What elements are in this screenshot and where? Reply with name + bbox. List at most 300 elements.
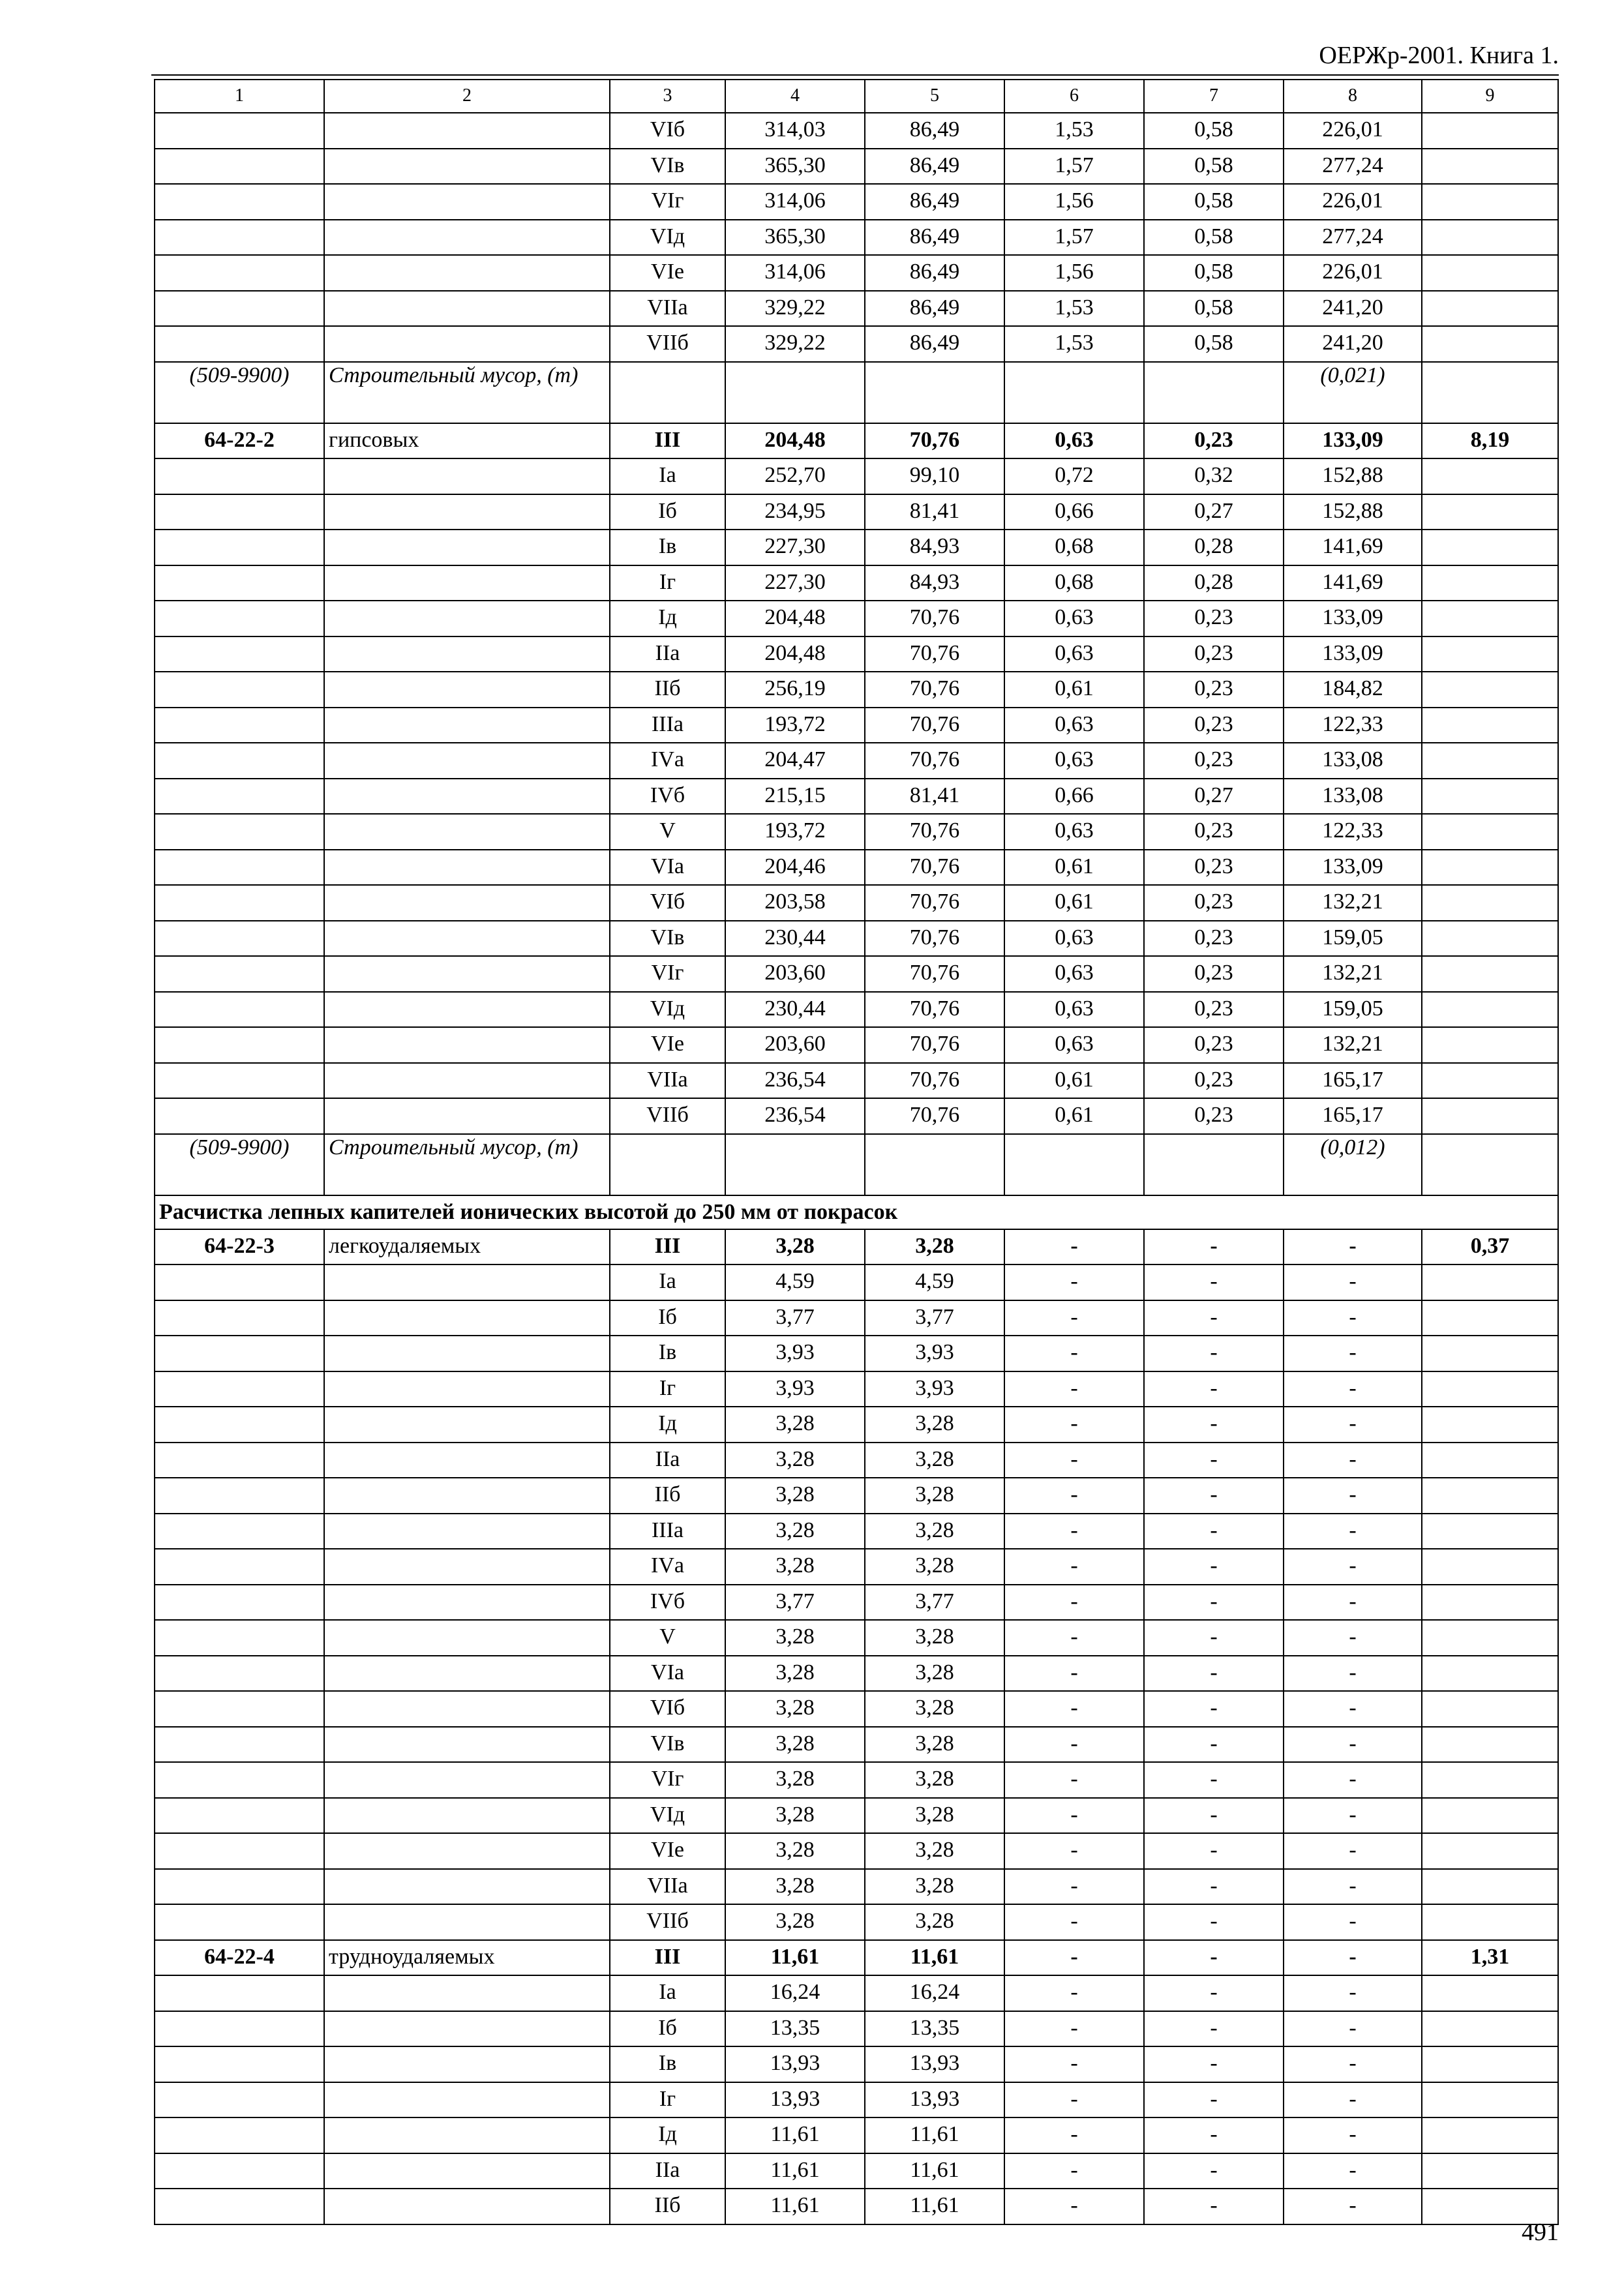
rate-code <box>155 2046 324 2082</box>
empty-cell <box>1004 1134 1144 1195</box>
table-cell: 0,58 <box>1144 149 1284 185</box>
rate-total <box>1422 220 1558 256</box>
table-cell: IIIа <box>610 708 725 743</box>
rate-total <box>1422 1300 1558 1336</box>
table-cell: 226,01 <box>1284 184 1422 220</box>
rate-total <box>1422 1371 1558 1407</box>
rate-total <box>1422 636 1558 672</box>
work-name <box>324 2117 610 2153</box>
table-cell: 3,28 <box>865 1798 1004 1834</box>
table-cell: 0,23 <box>1144 672 1284 708</box>
work-name <box>324 149 610 185</box>
table-cell: 0,63 <box>1004 601 1144 636</box>
table-cell: 0,23 <box>1144 636 1284 672</box>
table-cell: 3,28 <box>725 1620 865 1656</box>
empty-cell <box>1144 1134 1284 1195</box>
rate-total <box>1422 458 1558 494</box>
table-cell: - <box>1004 1869 1144 1905</box>
table-cell: VIг <box>610 956 725 992</box>
rate-total: 1,31 <box>1422 1940 1558 1976</box>
table-cell: 3,28 <box>865 1229 1004 1265</box>
rate-code <box>155 1371 324 1407</box>
table-cell: - <box>1004 2082 1144 2118</box>
table-cell: - <box>1284 2046 1422 2082</box>
table-cell: - <box>1284 1691 1422 1727</box>
column-number: 3 <box>610 80 725 113</box>
work-name <box>324 1869 610 1905</box>
rate-code <box>155 255 324 291</box>
table-cell: 81,41 <box>865 779 1004 815</box>
work-name <box>324 1478 610 1514</box>
section-title: Расчистка лепных капителей ионических высотой до 250 мм от покрасок <box>155 1195 1558 1229</box>
table-cell: - <box>1144 1264 1284 1300</box>
work-name <box>324 1407 610 1443</box>
table-cell: 0,61 <box>1004 885 1144 921</box>
work-name <box>324 743 610 779</box>
table-cell: VIе <box>610 255 725 291</box>
rate-code <box>155 565 324 601</box>
rate-code <box>155 1514 324 1549</box>
table-cell: 0,27 <box>1144 494 1284 530</box>
table-cell: - <box>1004 1904 1144 1940</box>
table-cell: 3,28 <box>725 1407 865 1443</box>
table-cell: 3,28 <box>865 1727 1004 1763</box>
table-cell: - <box>1004 1940 1144 1976</box>
table-cell: - <box>1144 1869 1284 1905</box>
table-cell: 4,59 <box>725 1264 865 1300</box>
table-row <box>155 2153 1558 2189</box>
rate-total <box>1422 1869 1558 1905</box>
table-row <box>155 2117 1558 2153</box>
rate-total <box>1422 2117 1558 2153</box>
table-cell: 1,53 <box>1004 326 1144 362</box>
table-cell: 0,32 <box>1144 458 1284 494</box>
column-number: 2 <box>324 80 610 113</box>
table-row <box>155 708 1558 743</box>
table-cell: - <box>1284 1798 1422 1834</box>
debris-value: (0,021) <box>1284 362 1422 423</box>
table-cell: Iг <box>610 565 725 601</box>
table-cell: 70,76 <box>865 814 1004 850</box>
table-cell: 13,93 <box>865 2046 1004 2082</box>
table-cell: 204,47 <box>725 743 865 779</box>
table-cell: - <box>1004 2046 1144 2082</box>
empty-cell <box>865 1134 1004 1195</box>
table-row <box>155 672 1558 708</box>
table-cell: 11,61 <box>865 2117 1004 2153</box>
table-cell: VIа <box>610 1656 725 1692</box>
section-title-row <box>155 1195 1558 1229</box>
table-cell: VIIа <box>610 291 725 327</box>
table-cell: 1,56 <box>1004 184 1144 220</box>
work-name <box>324 2153 610 2189</box>
rate-total: 0,37 <box>1422 1229 1558 1265</box>
table-cell: 11,61 <box>725 2117 865 2153</box>
table-cell: 133,09 <box>1284 423 1422 459</box>
table-row <box>155 1869 1558 1905</box>
table-cell: VIд <box>610 992 725 1028</box>
table-row <box>155 885 1558 921</box>
table-row <box>155 1264 1558 1300</box>
table-cell: III <box>610 423 725 459</box>
table-cell: 3,28 <box>725 1656 865 1692</box>
table-cell: 0,23 <box>1144 1098 1284 1134</box>
table-row <box>155 2082 1558 2118</box>
table-cell: 70,76 <box>865 956 1004 992</box>
work-name <box>324 2082 610 2118</box>
work-name <box>324 921 610 957</box>
table-row <box>155 530 1558 565</box>
rate-total <box>1422 956 1558 992</box>
work-name <box>324 850 610 886</box>
table-cell: 215,15 <box>725 779 865 815</box>
rate-total <box>1422 672 1558 708</box>
rate-total <box>1422 779 1558 815</box>
table-cell: 314,06 <box>725 184 865 220</box>
table-row <box>155 1229 1558 1265</box>
table-cell: - <box>1144 1798 1284 1834</box>
rate-total <box>1422 885 1558 921</box>
table-cell: 86,49 <box>865 291 1004 327</box>
table-cell: VIв <box>610 1727 725 1763</box>
table-row <box>155 921 1558 957</box>
work-name <box>324 1833 610 1869</box>
table-row <box>155 850 1558 886</box>
table-cell: - <box>1004 1549 1144 1585</box>
column-number: 4 <box>725 80 865 113</box>
rate-code <box>155 1762 324 1798</box>
work-name <box>324 326 610 362</box>
table-cell: - <box>1144 1656 1284 1692</box>
table-cell: 3,28 <box>725 1514 865 1549</box>
table-cell: 3,28 <box>725 1443 865 1478</box>
rate-code: 64-22-3 <box>155 1229 324 1265</box>
table-row <box>155 2011 1558 2047</box>
table-cell: - <box>1144 2011 1284 2047</box>
table-cell: - <box>1284 1443 1422 1478</box>
table-cell: 0,23 <box>1144 956 1284 992</box>
table-cell: 193,72 <box>725 708 865 743</box>
table-cell: 314,03 <box>725 113 865 149</box>
work-name: легкоудаляемых <box>324 1229 610 1265</box>
table-cell: 152,88 <box>1284 494 1422 530</box>
table-cell: 3,93 <box>865 1336 1004 1371</box>
table-cell: - <box>1284 1975 1422 2011</box>
table-row <box>155 255 1558 291</box>
table-row <box>155 1975 1558 2011</box>
table-row <box>155 601 1558 636</box>
table-cell: 1,53 <box>1004 291 1144 327</box>
table-cell: IVа <box>610 1549 725 1585</box>
table-cell: 0,63 <box>1004 992 1144 1028</box>
table-cell: - <box>1004 2189 1144 2224</box>
table-row <box>155 423 1558 459</box>
table-row <box>155 1833 1558 1869</box>
work-name <box>324 1762 610 1798</box>
table-cell: VIIа <box>610 1063 725 1099</box>
table-cell: 0,63 <box>1004 708 1144 743</box>
table-row <box>155 2046 1558 2082</box>
table-cell: V <box>610 1620 725 1656</box>
work-name <box>324 1549 610 1585</box>
table-cell: VIв <box>610 921 725 957</box>
column-number: 8 <box>1284 80 1422 113</box>
table-cell: Iд <box>610 601 725 636</box>
table-cell: 0,63 <box>1004 1027 1144 1063</box>
table-cell: 3,28 <box>865 1869 1004 1905</box>
table-row <box>155 565 1558 601</box>
table-cell: - <box>1144 1975 1284 2011</box>
table-cell: 0,23 <box>1144 708 1284 743</box>
table-cell: 226,01 <box>1284 255 1422 291</box>
table-cell: 3,93 <box>865 1371 1004 1407</box>
rate-code <box>155 814 324 850</box>
table-cell: 3,28 <box>865 1478 1004 1514</box>
table-cell: VIIб <box>610 326 725 362</box>
table-cell: IIа <box>610 1443 725 1478</box>
work-name <box>324 1443 610 1478</box>
rate-code <box>155 1727 324 1763</box>
table-cell: 13,35 <box>725 2011 865 2047</box>
table-cell: 0,58 <box>1144 326 1284 362</box>
rate-total <box>1422 291 1558 327</box>
rate-code <box>155 1798 324 1834</box>
work-name <box>324 1691 610 1727</box>
debris-value: (0,012) <box>1284 1134 1422 1195</box>
table-cell: - <box>1144 1478 1284 1514</box>
rate-code <box>155 885 324 921</box>
rate-code <box>155 1691 324 1727</box>
table-cell: - <box>1144 1514 1284 1549</box>
table-cell: - <box>1004 1336 1144 1371</box>
table-row <box>155 1514 1558 1549</box>
table-cell: IIб <box>610 2189 725 2224</box>
table-cell: - <box>1284 1656 1422 1692</box>
table-cell: 1,53 <box>1004 113 1144 149</box>
table-cell: 86,49 <box>865 255 1004 291</box>
work-name <box>324 1975 610 2011</box>
table-cell: 0,58 <box>1144 255 1284 291</box>
table-cell: 3,28 <box>865 1762 1004 1798</box>
rates-table <box>154 79 1559 2225</box>
table-cell: 0,23 <box>1144 814 1284 850</box>
table-cell: 3,93 <box>725 1371 865 1407</box>
empty-cell <box>1422 362 1558 423</box>
table-cell: - <box>1284 1585 1422 1621</box>
empty-cell <box>610 1134 725 1195</box>
rate-code <box>155 1063 324 1099</box>
column-number: 7 <box>1144 80 1284 113</box>
table-cell: 3,28 <box>725 1691 865 1727</box>
work-name <box>324 708 610 743</box>
table-cell: 0,58 <box>1144 184 1284 220</box>
rate-code <box>155 992 324 1028</box>
rate-code <box>155 2189 324 2224</box>
rate-total <box>1422 1514 1558 1549</box>
table-cell: - <box>1284 1549 1422 1585</box>
table-cell: Iа <box>610 1975 725 2011</box>
table-cell: - <box>1284 1407 1422 1443</box>
table-cell: 0,23 <box>1144 885 1284 921</box>
table-cell: 0,23 <box>1144 1027 1284 1063</box>
table-cell: - <box>1284 1904 1422 1940</box>
table-cell: 3,28 <box>865 1904 1004 1940</box>
rate-total <box>1422 184 1558 220</box>
table-cell: 86,49 <box>865 220 1004 256</box>
table-cell: IIб <box>610 1478 725 1514</box>
table-cell: IVа <box>610 743 725 779</box>
table-cell: 4,59 <box>865 1264 1004 1300</box>
table-cell: - <box>1144 1727 1284 1763</box>
table-row <box>155 1549 1558 1585</box>
rate-total <box>1422 565 1558 601</box>
table-cell: - <box>1004 1514 1144 1549</box>
table-cell: 3,28 <box>725 1762 865 1798</box>
table-cell: - <box>1144 2153 1284 2189</box>
table-cell: Iд <box>610 2117 725 2153</box>
rate-total <box>1422 255 1558 291</box>
table-cell: VIб <box>610 113 725 149</box>
table-cell: 204,48 <box>725 423 865 459</box>
table-row <box>155 1300 1558 1336</box>
rate-total <box>1422 708 1558 743</box>
table-cell: - <box>1284 1229 1422 1265</box>
work-name: гипсовых <box>324 423 610 459</box>
table-cell: 13,93 <box>725 2082 865 2118</box>
table-cell: 1,57 <box>1004 149 1144 185</box>
rate-total <box>1422 1798 1558 1834</box>
table-cell: - <box>1144 1620 1284 1656</box>
table-cell: - <box>1144 2117 1284 2153</box>
table-cell: 165,17 <box>1284 1098 1422 1134</box>
table-row <box>155 1098 1558 1134</box>
table-cell: 3,28 <box>865 1691 1004 1727</box>
table-cell: 0,63 <box>1004 636 1144 672</box>
work-name <box>324 2189 610 2224</box>
table-cell: Iб <box>610 1300 725 1336</box>
work-name <box>324 956 610 992</box>
rate-code <box>155 2011 324 2047</box>
table-cell: 3,28 <box>865 1407 1004 1443</box>
work-name <box>324 885 610 921</box>
table-cell: 86,49 <box>865 113 1004 149</box>
table-cell: 0,63 <box>1004 956 1144 992</box>
table-cell: VIб <box>610 1691 725 1727</box>
rate-code <box>155 1833 324 1869</box>
table-row <box>155 1620 1558 1656</box>
table-cell: - <box>1144 1833 1284 1869</box>
table-cell: 227,30 <box>725 530 865 565</box>
rate-total <box>1422 1904 1558 1940</box>
table-cell: Iб <box>610 494 725 530</box>
table-row <box>155 2189 1558 2224</box>
table-cell: 3,28 <box>725 1549 865 1585</box>
rate-total <box>1422 1443 1558 1478</box>
document-header: ОЕРЖр-2001. Книга 1. <box>1319 42 1559 69</box>
table-cell: - <box>1004 1656 1144 1692</box>
table-cell: - <box>1284 1336 1422 1371</box>
rate-total <box>1422 1478 1558 1514</box>
table-cell: 3,28 <box>725 1869 865 1905</box>
work-name <box>324 1027 610 1063</box>
rate-total <box>1422 743 1558 779</box>
table-cell: - <box>1284 1833 1422 1869</box>
table-cell: 3,77 <box>865 1585 1004 1621</box>
rate-code <box>155 2153 324 2189</box>
table-cell: 329,22 <box>725 326 865 362</box>
table-cell: 132,21 <box>1284 885 1422 921</box>
work-name <box>324 601 610 636</box>
table-cell: 11,61 <box>865 2153 1004 2189</box>
rate-total <box>1422 1063 1558 1099</box>
rate-code <box>155 458 324 494</box>
table-row <box>155 494 1558 530</box>
rate-total <box>1422 1027 1558 1063</box>
table-cell: 70,76 <box>865 423 1004 459</box>
table-cell: - <box>1284 1264 1422 1300</box>
table-cell: IIа <box>610 636 725 672</box>
table-cell: IIIа <box>610 1514 725 1549</box>
table-cell: 70,76 <box>865 1063 1004 1099</box>
rate-code: 64-22-4 <box>155 1940 324 1976</box>
table-cell: - <box>1284 1940 1422 1976</box>
rate-total <box>1422 113 1558 149</box>
table-cell: 365,30 <box>725 220 865 256</box>
table-cell: 165,17 <box>1284 1063 1422 1099</box>
empty-cell <box>1422 1134 1558 1195</box>
table-cell: 141,69 <box>1284 565 1422 601</box>
rate-total <box>1422 1585 1558 1621</box>
table-cell: 226,01 <box>1284 113 1422 149</box>
table-cell: 204,48 <box>725 636 865 672</box>
rate-code <box>155 1904 324 1940</box>
table-cell: VIг <box>610 184 725 220</box>
work-name <box>324 636 610 672</box>
empty-cell <box>610 362 725 423</box>
table-cell: 227,30 <box>725 565 865 601</box>
table-row <box>155 1407 1558 1443</box>
table-cell: 0,28 <box>1144 565 1284 601</box>
work-name <box>324 255 610 291</box>
page-number: 491 <box>1522 2219 1559 2246</box>
table-cell: - <box>1144 2046 1284 2082</box>
rate-total <box>1422 2153 1558 2189</box>
table-cell: VIIа <box>610 1869 725 1905</box>
debris-name: Строительный мусор, (т) <box>324 362 610 423</box>
rate-code <box>155 2082 324 2118</box>
table-cell: 3,28 <box>865 1443 1004 1478</box>
table-cell: 0,72 <box>1004 458 1144 494</box>
table-cell: 133,09 <box>1284 850 1422 886</box>
table-cell: 230,44 <box>725 921 865 957</box>
table-cell: 133,09 <box>1284 601 1422 636</box>
table-cell: 0,27 <box>1144 779 1284 815</box>
work-name <box>324 1300 610 1336</box>
table-row <box>155 814 1558 850</box>
rate-code <box>155 184 324 220</box>
rate-code <box>155 113 324 149</box>
table-cell: - <box>1004 1229 1144 1265</box>
table-row <box>155 1656 1558 1692</box>
table-cell: VIд <box>610 220 725 256</box>
table-cell: - <box>1144 2189 1284 2224</box>
table-cell: VIд <box>610 1798 725 1834</box>
debris-code: (509-9900) <box>155 362 324 423</box>
work-name <box>324 220 610 256</box>
work-name <box>324 113 610 149</box>
work-name <box>324 1798 610 1834</box>
table-cell: 16,24 <box>725 1975 865 2011</box>
